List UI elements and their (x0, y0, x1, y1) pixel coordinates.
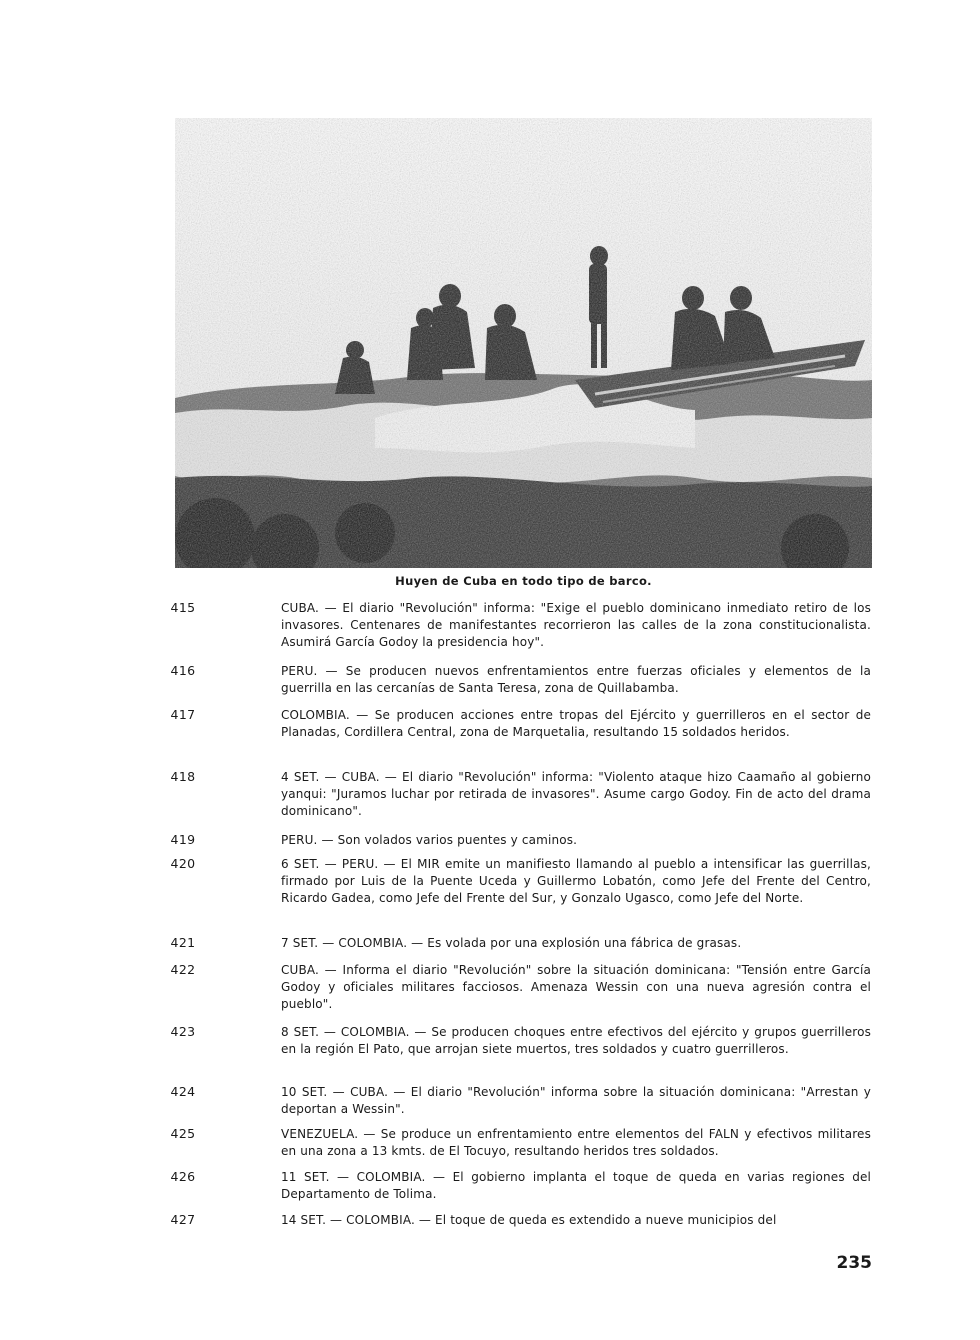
entry-text: VENEZUELA. — Se produce un enfrentamiento entre elementos del FALN y efectivos militares en una zona a 13 kmts. de El Tocuyo, resultando heridos tres soldados. (281, 1127, 871, 1158)
entry-text: COLOMBIA. — Se producen acciones entre tropas del Ejército y guerrilleros en el sector de Planadas, Cordillera Central, zona de Marquetalia, resultando 15 soldados heridos. (281, 708, 871, 739)
entry-number: 415 (170, 600, 196, 615)
boat-photo-image (175, 118, 872, 568)
entry-text: 8 SET. — COLOMBIA. — Se producen choques entre efectivos del ejército y grupos guerrilleros en la región El Pato, que arrojan siete muertos, tres soldados y cuatro guerrilleros. (281, 1025, 871, 1056)
boat-photo (175, 118, 872, 568)
photo-caption: Huyen de Cuba en todo tipo de barco. (395, 574, 652, 588)
entry-number: 416 (170, 663, 196, 678)
entry-text: PERU. — Son volados varios puentes y caminos. (281, 833, 578, 847)
entry-text: 11 SET. — COLOMBIA. — El gobierno implanta el toque de queda en varias regiones del Departamento de Tolima. (281, 1170, 871, 1201)
entry-number: 426 (170, 1169, 196, 1184)
entry-text: 7 SET. — COLOMBIA. — Es volada por una explosión una fábrica de grasas. (281, 936, 742, 950)
entry-number: 421 (170, 935, 196, 950)
entry-number: 427 (170, 1212, 196, 1227)
entry-number: 420 (170, 856, 196, 871)
entry-text: 14 SET. — COLOMBIA. — El toque de queda es extendido a nueve municipios del (281, 1213, 777, 1227)
entry-number: 418 (170, 769, 196, 784)
entry-text: CUBA. — El diario "Revolución" informa: "Exige el pueblo dominicano inmediato retiro de los invasores. Centenares de manifestantes recorrieron las calles de la zona constitucionalista. Asumirá García Godoy la presidencia hoy". (281, 601, 871, 649)
entry-number: 422 (170, 962, 196, 977)
page-number: 235 (836, 1253, 872, 1273)
entry-number: 419 (170, 832, 196, 847)
entry-number: 424 (170, 1084, 196, 1099)
entry-number: 423 (170, 1024, 196, 1039)
entry-text: CUBA. — Informa el diario "Revolución" sobre la situación dominicana: "Tensión entre García Godoy y oficiales militares facciosos. Amenaza Wessin con una nueva agresión contra el pueblo". (281, 963, 871, 1011)
entry-text: 10 SET. — CUBA. — El diario "Revolución" informa sobre la situación dominicana: "Arrestan y deportan a Wessin". (281, 1085, 871, 1116)
entry-number: 425 (170, 1126, 196, 1141)
entry-text: PERU. — Se producen nuevos enfrentamientos entre fuerzas oficiales y elementos de la guerrilla en las cercanías de Santa Teresa, zona de Quillabamba. (281, 664, 871, 695)
entry-text: 4 SET. — CUBA. — El diario "Revolución" informa: "Violento ataque hizo Caamaño al gobierno yanqui: "Juramos luchar por retirada de invasores". Asume cargo Godoy. Fin de acto del drama dominicano". (281, 770, 871, 818)
entry-text: 6 SET. — PERU. — El MIR emite un manifiesto llamando al pueblo a intensificar las guerrillas, firmado por Luis de la Puente Uceda y Guillermo Lobatón, como Jefe del Frente del Centro, Ricardo Gadea, como Jefe del Frente del Sur, y Gonzalo Ugasco, como Jefe del Norte. (281, 857, 871, 905)
entry-number: 417 (170, 707, 196, 722)
